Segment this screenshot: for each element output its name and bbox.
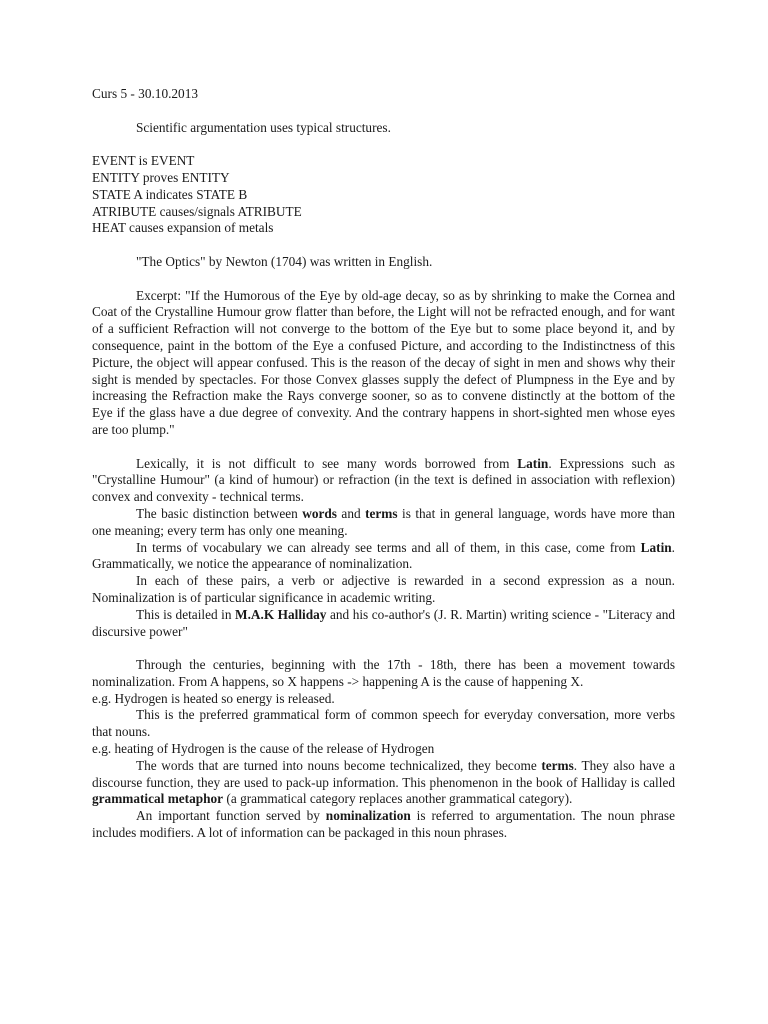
text-span: and <box>336 505 366 521</box>
vocabulary-paragraph <box>92 540 675 574</box>
bold-term: terms <box>365 505 398 521</box>
structure-item: HEAT causes expansion of metals <box>92 220 274 236</box>
text-span: This is detailed in <box>136 606 236 622</box>
pairs-paragraph: In each of these pairs, a verb or adjective is rewarded in a second expression as a noun. Nominalization is of particular significance in academic writing. <box>92 573 675 605</box>
distinction-paragraph <box>92 506 675 540</box>
preferred-paragraph: This is the preferred grammatical form of common speech for everyday conversation, more verbs that nouns. <box>92 707 675 740</box>
technical-paragraph <box>92 758 675 808</box>
optics-paragraph: "The Optics" by Newton (1704) was written in English. <box>136 253 433 269</box>
text-span: An important function served by <box>136 808 326 824</box>
document-page <box>92 86 675 842</box>
structure-item: EVENT is EVENT <box>92 153 195 169</box>
text-span: . Grammatically, we notice the appearance of nominalization. <box>92 539 675 572</box>
text-span: . They also have a discourse function, they are used to pack-up information. This phenomenon in the book of Halliday is called <box>92 757 675 790</box>
text-span: . Expressions such as "Crystalline Humour" (a kind of humour) or refraction (in the text is defined in association with reflexion) convex and convexity - technical terms. <box>92 455 675 505</box>
bold-term: grammatical metaphor <box>92 791 224 807</box>
excerpt-paragraph: Excerpt: "If the Humorous of the Eye by old-age decay, so as by shrinking to make the Cornea and Coat of the Crystalline Humour grow flatter than before, the Light will not be refracted enough, and for want of a sufficient Refraction will not converge to the bottom of the Eye but to some place beyond it, and by consequence, paint in the bottom of the Eye a confused Picture, and according to the Indistinctness of this Picture, the object will appear confused. This is the reason of the decay of sight in men and shows why their sight is mended by spectacles. For those Convex glasses supply the defect of Plumpness in the Eye and by increasing the Refraction make the Rays converge sooner, so as to convene distinctly at the bottom of the Eye if the glass have a due degree of convexity. And the contrary happens in short-sighted men whose eyes are too plump." <box>92 287 675 437</box>
example-line: e.g. heating of Hydrogen is the cause of the release of Hydrogen <box>92 741 435 757</box>
important-paragraph <box>92 808 675 842</box>
text-span: The words that are turned into nouns become technicalized, they become <box>136 757 542 773</box>
text-span: and his co-author's (J. R. Martin) writing science - "Literacy and discursive power" <box>92 606 676 639</box>
text-span: is that in general language, words have more than one meaning; every term has only one meaning. <box>92 505 676 538</box>
structure-item: ENTITY proves ENTITY <box>92 169 230 185</box>
bold-term: nominalization <box>325 808 411 824</box>
bold-term: Latin <box>517 455 549 471</box>
text-span: (a grammatical category replaces another grammatical category). <box>223 791 573 807</box>
bold-term: words <box>302 505 337 521</box>
intro-paragraph: Scientific argumentation uses typical structures. <box>136 119 391 135</box>
bold-term: terms <box>541 757 574 773</box>
centuries-paragraph: Through the centuries, beginning with the 17th - 18th, there has been a movement towards nominalization. From A happens, so X happens -> happening A is the cause of happening X. <box>92 657 675 689</box>
structure-item: ATRIBUTE causes/signals ATRIBUTE <box>92 203 302 219</box>
bold-term: Latin <box>640 539 672 555</box>
text-span: Lexically, it is not difficult to see many words borrowed from <box>136 455 518 471</box>
lecture-header: Curs 5 - 30.10.2013 <box>92 86 199 101</box>
structure-list <box>92 153 675 237</box>
text-span: is referred to argumentation. The noun phrase includes modifiers. A lot of information can be packaged in this noun phrases. <box>92 808 675 841</box>
text-span: In terms of vocabulary we can already see terms and all of them, in this case, come from <box>136 539 641 555</box>
bold-term: M.A.K Halliday <box>235 606 327 622</box>
example-line: e.g. Hydrogen is heated so energy is released. <box>92 690 335 706</box>
text-span: The basic distinction between <box>136 505 303 521</box>
structure-item: STATE A indicates STATE B <box>92 186 248 202</box>
halliday-paragraph <box>92 607 675 641</box>
lexically-paragraph <box>92 456 675 506</box>
